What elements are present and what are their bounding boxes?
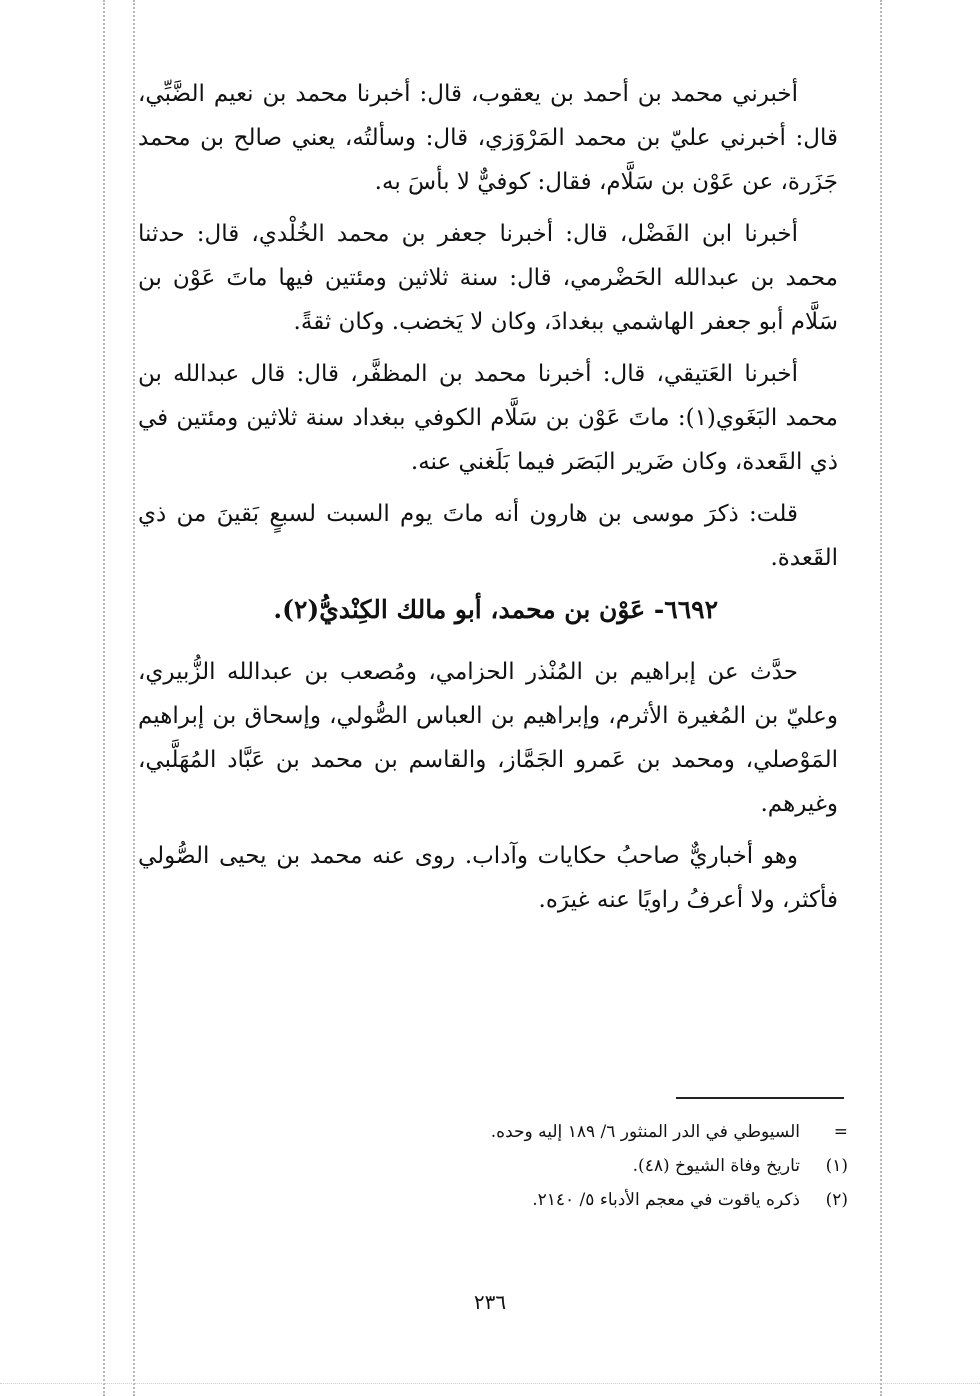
- footnote-number: (٢): [825, 1190, 848, 1210]
- paragraph: وهو أخباريٌّ صاحبُ حكايات وآداب. روى عنه محمد بن يحيى الصُّولي فأكثر، ولا أعرفُ راويًا عنه غيرَه.: [138, 843, 838, 913]
- footnote: [300, 1115, 848, 1149]
- paragraph: أخبرنا ابن الفَضْل، قال: أخبرنا جعفر بن محمد الخُلْدي، قال: حدثنا محمد بن عبدالله الحَضْرمي، قال: سنة ثلاثين ومئتين فيها ماتَ عَوْن بن سَلَّام أبو جعفر الهاشمي ببغدادَ، وكان لا يَخضب. وكان ثقةً.: [138, 221, 838, 335]
- footnote: [300, 1149, 848, 1183]
- footnote-text: السيوطي في الدر المنثور ٦/ ١٨٩ إليه وحده.: [490, 1122, 800, 1142]
- footnote-text: تاريخ وفاة الشيوخ (٤٨).: [632, 1156, 800, 1176]
- page-number: ٢٣٦: [473, 1290, 507, 1314]
- footnote-number: (١): [825, 1156, 848, 1176]
- paragraph: قلت: ذكرَ موسى بن هارون أنه ماتَ يوم السبت لسبعٍ بَقينَ من ذي القَعدة.: [138, 501, 838, 571]
- scan-guide-line: [880, 0, 882, 1396]
- footnote-text: ذكره ياقوت في معجم الأدباء ٥/ ٢١٤٠.: [532, 1190, 800, 1210]
- scan-guide-line: [133, 0, 135, 1396]
- scan-guide-line: [0, 1383, 980, 1384]
- footnote-separator: [676, 1097, 844, 1099]
- footnote: [300, 1183, 848, 1217]
- entry-heading: ٦٦٩٢- عَوْن بن محمد، أبو مالك الكِنْديُّ(٢).: [273, 595, 718, 624]
- scan-guide-line: [103, 0, 105, 1396]
- paragraph: أخبرني محمد بن أحمد بن يعقوب، قال: أخبرنا محمد بن نعيم الضَّبِّي، قال: أخبرني عليّ بن محمد المَرْوَزي، قال: وسألتُه، يعني صالح بن محمد جَزَرة، عن عَوْن بن سَلَّام، فقال: كوفيٌّ لا بأسَ به.: [138, 81, 838, 195]
- footnotes: [300, 1115, 848, 1217]
- paragraph: حدَّث عن إبراهيم بن المُنْذر الحزامي، ومُصعب بن عبدالله الزُّبيري، وعليّ بن المُغيرة الأثرم، وإبراهيم بن العباس الصُّولي، وإسحاق بن إبراهيم المَوْصلي، ومحمد بن عَمرو الجَمَّاز، والقاسم بن محمد بن عَبَّاد المُهَلَّبي، وغيرهم.: [138, 659, 838, 817]
- paragraph: أخبرنا العَتيقي، قال: أخبرنا محمد بن المظفَّر، قال: قال عبدالله بن محمد البَغَوي(١): ماتَ عَوْن بن سَلَّام الكوفي ببغداد سنة ثلاثين ومئتين في ذي القَعدة، وكان ضَرير البَصَر فيما بَلَغني عنه.: [138, 361, 838, 475]
- footnote-number: =: [833, 1122, 848, 1142]
- main-text: [138, 72, 838, 930]
